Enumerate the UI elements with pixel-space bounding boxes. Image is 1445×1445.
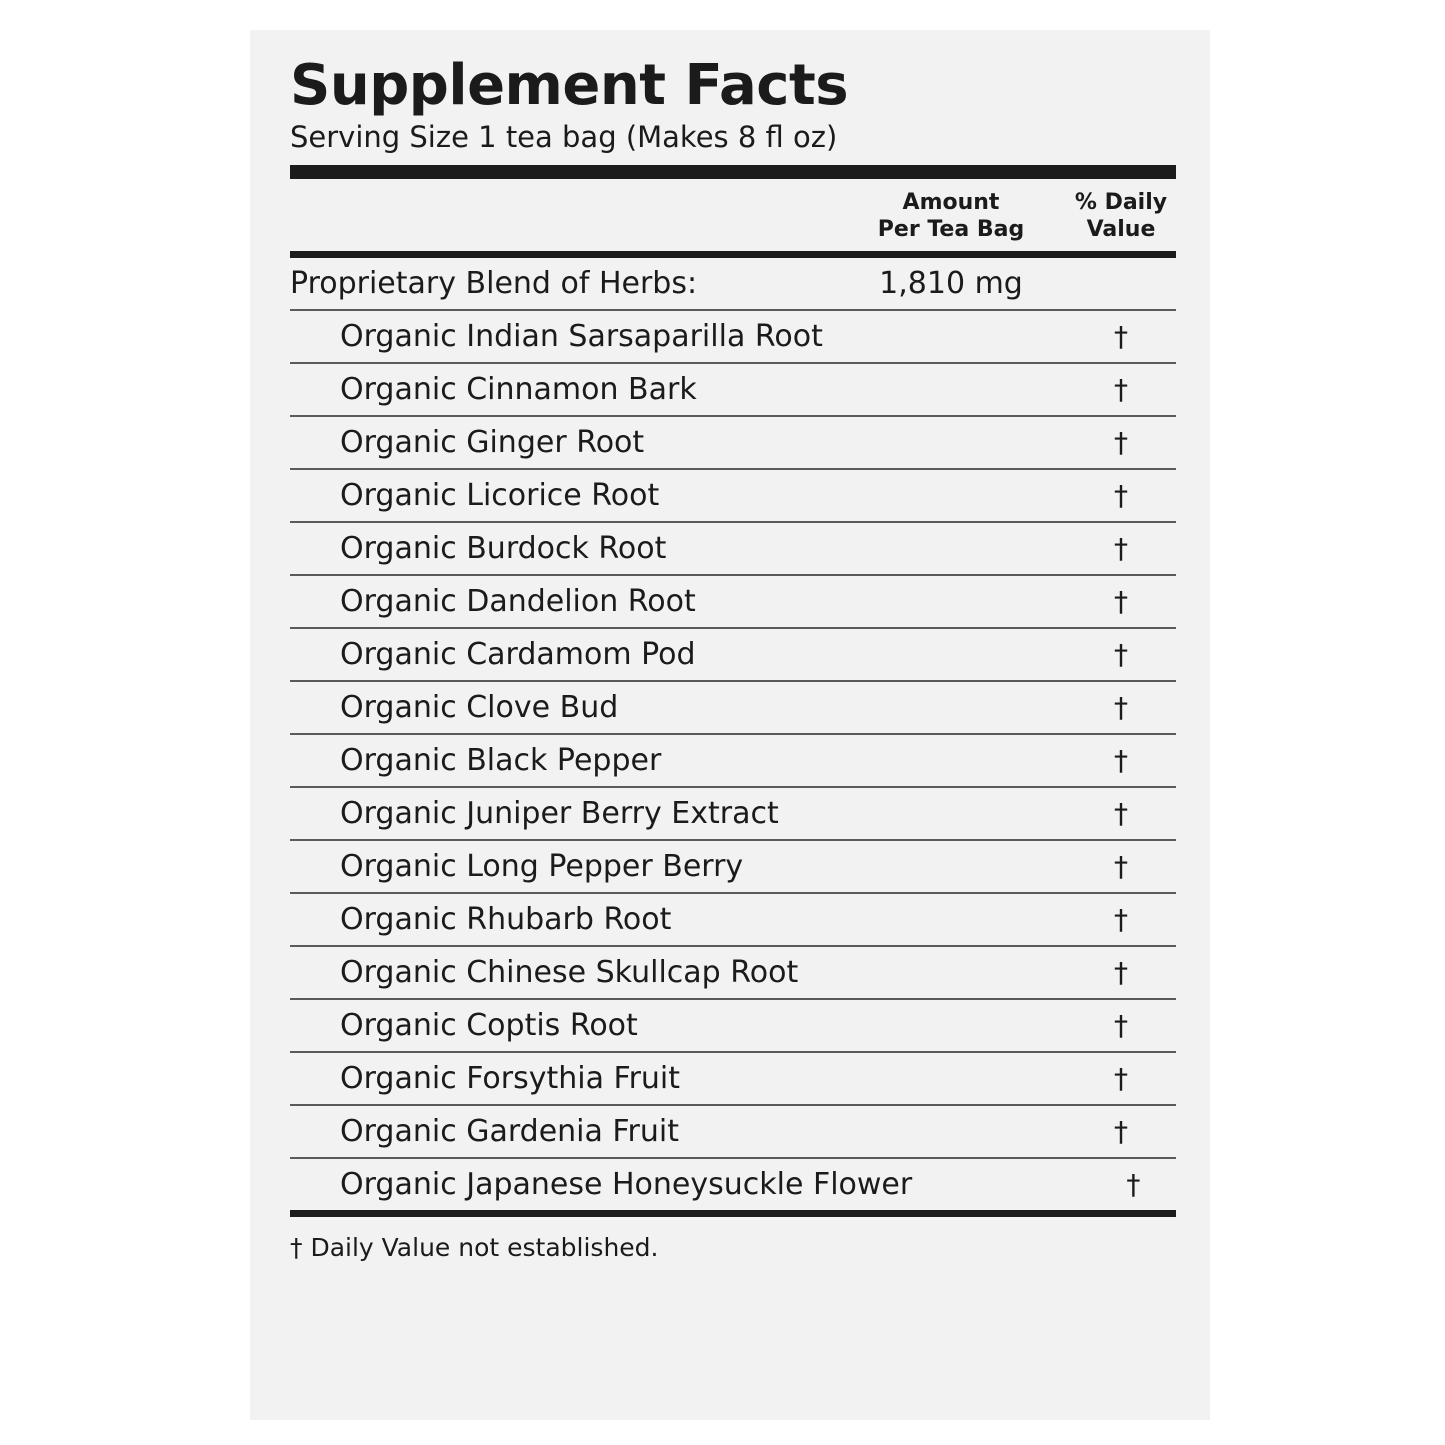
ingredient-daily-value: † <box>1114 320 1128 353</box>
ingredient-daily-value: † <box>1114 1115 1128 1148</box>
ingredient-name: Organic Burdock Root <box>340 531 667 566</box>
table-row <box>290 1159 1176 1210</box>
ingredient-name: Organic Gardenia Fruit <box>340 1114 679 1149</box>
amount-column-header <box>836 189 1066 243</box>
ingredient-daily-value: † <box>1114 903 1128 936</box>
table-row <box>290 894 1176 945</box>
ingredient-daily-value: † <box>1114 532 1128 565</box>
ingredient-name: Organic Black Pepper <box>340 743 662 778</box>
ingredient-daily-value: † <box>1114 479 1128 512</box>
table-row <box>290 735 1176 786</box>
table-row <box>290 947 1176 998</box>
ingredient-name: Organic Dandelion Root <box>340 584 696 619</box>
ingredient-name: Organic Chinese Skullcap Root <box>340 955 799 990</box>
ingredient-name: Organic Ginger Root <box>340 425 645 460</box>
supplement-facts-panel <box>290 55 1176 1265</box>
ingredient-name: Organic Japanese Honeysuckle Flower <box>340 1167 913 1202</box>
ingredient-daily-value: † <box>1114 797 1128 830</box>
header-rule <box>290 251 1176 258</box>
footnote-text: † Daily Value not established. <box>290 1233 659 1262</box>
serving-size-text: Serving Size 1 tea bag (Makes 8 fl oz) <box>290 120 838 154</box>
ingredient-name: Organic Clove Bud <box>340 690 619 725</box>
blend-amount: 1,810 mg <box>879 266 1023 301</box>
table-row <box>290 417 1176 468</box>
table-row <box>290 841 1176 892</box>
ingredient-name: Organic Cinnamon Bark <box>340 372 697 407</box>
daily-value-header-line2: Value <box>1086 217 1156 242</box>
ingredient-daily-value: † <box>1114 691 1128 724</box>
table-row <box>290 576 1176 627</box>
ingredient-daily-value: † <box>1114 426 1128 459</box>
table-row <box>290 523 1176 574</box>
amount-header-line1: Amount <box>902 190 1000 215</box>
ingredient-daily-value: † <box>1114 1062 1128 1095</box>
ingredient-name: Organic Licorice Root <box>340 478 660 513</box>
table-row <box>290 788 1176 839</box>
ingredient-list <box>290 309 1176 1210</box>
ingredient-name: Organic Indian Sarsaparilla Root <box>340 319 823 354</box>
ingredient-daily-value: † <box>1114 585 1128 618</box>
ingredient-name: Organic Juniper Berry Extract <box>340 796 779 831</box>
ingredient-daily-value: † <box>1126 1168 1141 1201</box>
ingredient-daily-value: † <box>1114 850 1128 883</box>
table-row <box>290 311 1176 362</box>
table-row <box>290 1106 1176 1157</box>
ingredient-name: Organic Cardamom Pod <box>340 637 696 672</box>
top-thick-rule <box>290 165 1176 179</box>
daily-value-column-header <box>1066 189 1176 243</box>
column-headers <box>290 179 1176 251</box>
table-row <box>290 258 1176 309</box>
table-row <box>290 682 1176 733</box>
blend-name: Proprietary Blend of Herbs: <box>290 266 698 301</box>
ingredient-name: Organic Long Pepper Berry <box>340 849 744 884</box>
bottom-thick-rule <box>290 1210 1176 1217</box>
ingredient-daily-value: † <box>1114 373 1128 406</box>
ingredient-daily-value: † <box>1114 744 1128 777</box>
daily-value-header-line1: % Daily <box>1074 190 1168 215</box>
ingredient-name: Organic Coptis Root <box>340 1008 638 1043</box>
ingredient-daily-value: † <box>1114 638 1128 671</box>
amount-header-line2: Per Tea Bag <box>877 217 1025 242</box>
table-row <box>290 364 1176 415</box>
page-title: Supplement Facts <box>290 53 849 118</box>
table-row <box>290 470 1176 521</box>
ingredient-name: Organic Forsythia Fruit <box>340 1061 681 1096</box>
ingredient-daily-value: † <box>1114 956 1128 989</box>
ingredient-daily-value: † <box>1114 1009 1128 1042</box>
table-row <box>290 629 1176 680</box>
ingredient-name: Organic Rhubarb Root <box>340 902 672 937</box>
table-row <box>290 1053 1176 1104</box>
table-row <box>290 1000 1176 1051</box>
